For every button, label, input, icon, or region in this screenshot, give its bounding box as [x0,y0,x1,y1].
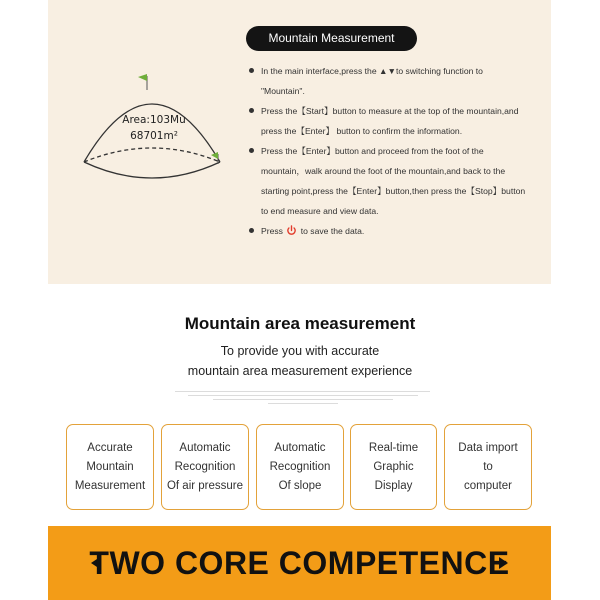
save-step-after: to save the data. [300,226,365,236]
feature-box: Accurate Mountain Measurement [66,424,154,510]
arrow-right-icon[interactable] [499,557,508,569]
core-competence-banner [48,526,551,600]
instruction-steps [247,61,527,241]
section-subtitle [0,341,600,381]
feature-box: Data import to computer [444,424,532,510]
subtitle-line-2: mountain area measurement experience [187,364,413,378]
save-step-before: Press [261,226,283,236]
decorative-fine-text [175,391,430,407]
feature-box: Automatic Recognition Of slope [256,424,344,510]
area-value: 68701m² [130,130,178,142]
section-title: Mountain area measurement [184,314,416,333]
feature-box: Automatic Recognition Of air pressure [161,424,249,510]
step-item: Press the【Start】button to measure at the top of the mountain,and press the【Enter】 button to confirm the information. [247,101,527,141]
flag-icon [211,152,218,164]
power-icon [286,225,297,236]
area-readout [114,112,194,144]
flag-icon [138,74,147,90]
mountain-diagram [76,66,230,196]
panel-title: Mountain Measurement [246,26,417,51]
step-item: Press the【Enter】button and proceed from the foot of the mountain，walk around the foot of the mountain,and back to the starting point,press the【Enter】button,then press the【Stop】button to end measure and view data. [247,141,527,221]
step-item: In the main interface,press the ▲▼to switching function to "Mountain". [247,61,527,101]
step-item-save [247,221,527,241]
area-label: Area:103Mu [122,114,186,126]
subtitle-line-1: To provide you with accurate [220,344,380,358]
banner-title: TWO CORE COMPETENCE [89,545,510,581]
feature-box: Real-time Graphic Display [350,424,437,510]
